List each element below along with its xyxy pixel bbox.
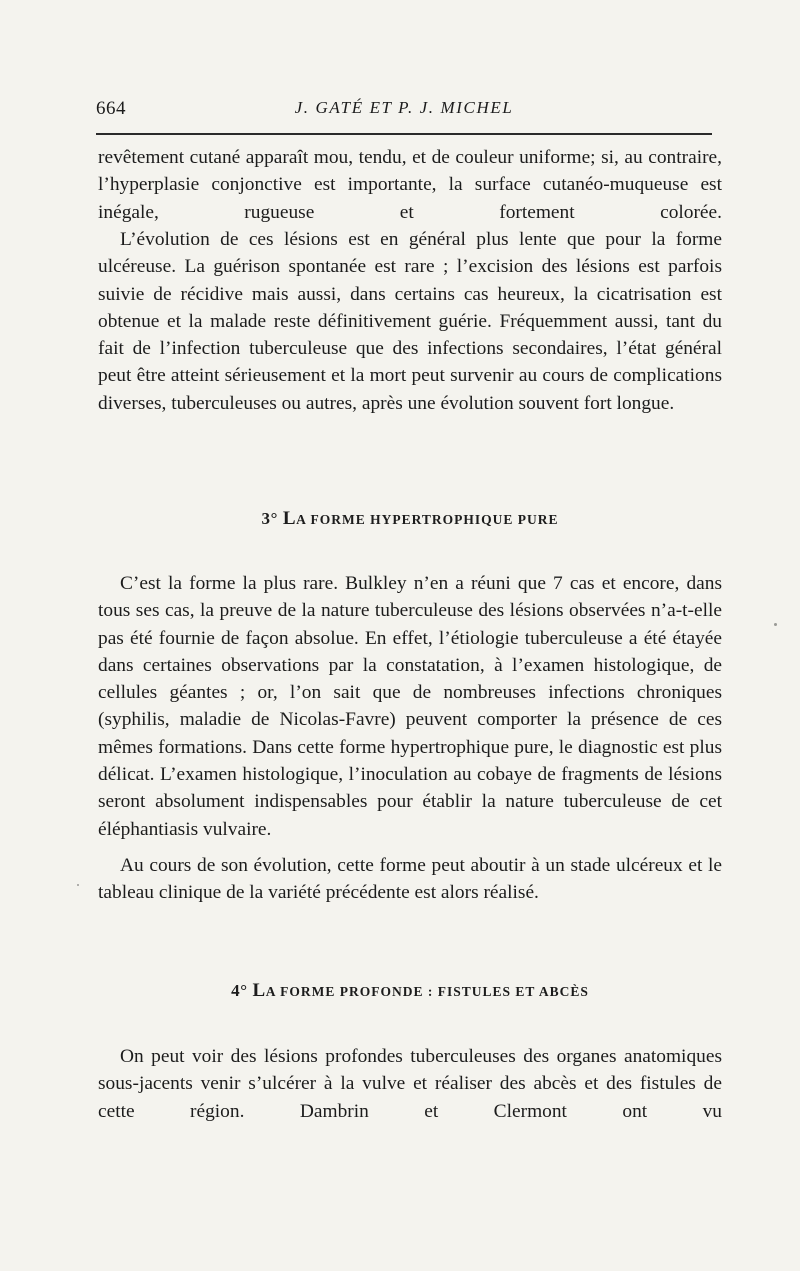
section-heading-hypertrophic	[98, 508, 722, 530]
paper-speck	[774, 623, 777, 626]
section-title-rest: A FORME PROFONDE : FISTULES ET ABCÈS	[265, 984, 589, 999]
section-number: 4°	[231, 981, 248, 1000]
section-title-rest: A FORME HYPERTROPHIQUE PURE	[296, 512, 559, 527]
paragraph-continuation: revêtement cutané apparaît mou, tendu, et de couleur uniforme; si, au contraire, l’hyperplasie conjonctive est importante, la surface cutanéo-muqueuse est inégale, rugueuse et fortement colorée.	[98, 147, 722, 223]
paragraph-deep-lesions: On peut voir des lésions profondes tuberculeuses des organes anatomiques sous-jacents venir s’ulcérer à la vulve et réaliser des abcès et des fistules de cette région. Dambrin et Clermont ont vu	[98, 1046, 722, 1122]
paragraph-ulcerous-stage: Au cours de son évolution, cette forme peut aboutir à un stade ulcéreux et le tableau clinique de la variété précédente est alors réalisé.	[98, 855, 722, 904]
section-heading-deep-form	[98, 980, 722, 1002]
paper-speck	[77, 884, 79, 886]
header-rule	[96, 133, 712, 135]
page-header	[96, 98, 712, 126]
section-title-initial: L	[252, 980, 266, 1001]
paragraph-evolution: L’évolution de ces lésions est en général plus lente que pour la forme ulcéreuse. La guérison spontanée est rare ; l’excision des lésions est parfois suivie de récidive mais aussi, dans certains cas heureux, la cicatrisation est obtenue et la malade reste définitivement guérie. Fréquemment aussi, tant du fait de l’infection tuberculeuse que des infections secondaires, l’état général peut être atteint sérieusement et la mort peut survenir au cours de complications diverses, tuberculeuses ou autres, après une évolution souvent fort longue.	[98, 229, 722, 414]
section-number: 3°	[261, 509, 278, 528]
section-title-initial: L	[282, 508, 297, 529]
running-head: J. GATÉ ET P. J. MICHEL	[294, 98, 514, 117]
paragraph-hypertrophic-form: C’est la forme la plus rare. Bulkley n’en a réuni que 7 cas et encore, dans tous ses cas, la preuve de la nature tuberculeuse des lésions observées n’a-t-elle pas été fournie de façon absolue. En effet, l’étiologie tuberculeuse a été étayée dans certaines observations par la constatation, à l’examen histologique, de cellules géantes ; or, l’on sait que de nombreuses infections chroniques (syphilis, maladie de Nicolas-Favre) peuvent comporter la présence de ces mêmes formations. Dans cette forme hypertrophique pure, le diagnostic est plus délicat. L’examen histologique, l’inoculation au cobaye de fragments de lésions seront absolument indispensables pour établir la nature tuberculeuse de cet éléphantiasis vulvaire.	[98, 573, 722, 840]
page-number: 664	[96, 98, 126, 119]
